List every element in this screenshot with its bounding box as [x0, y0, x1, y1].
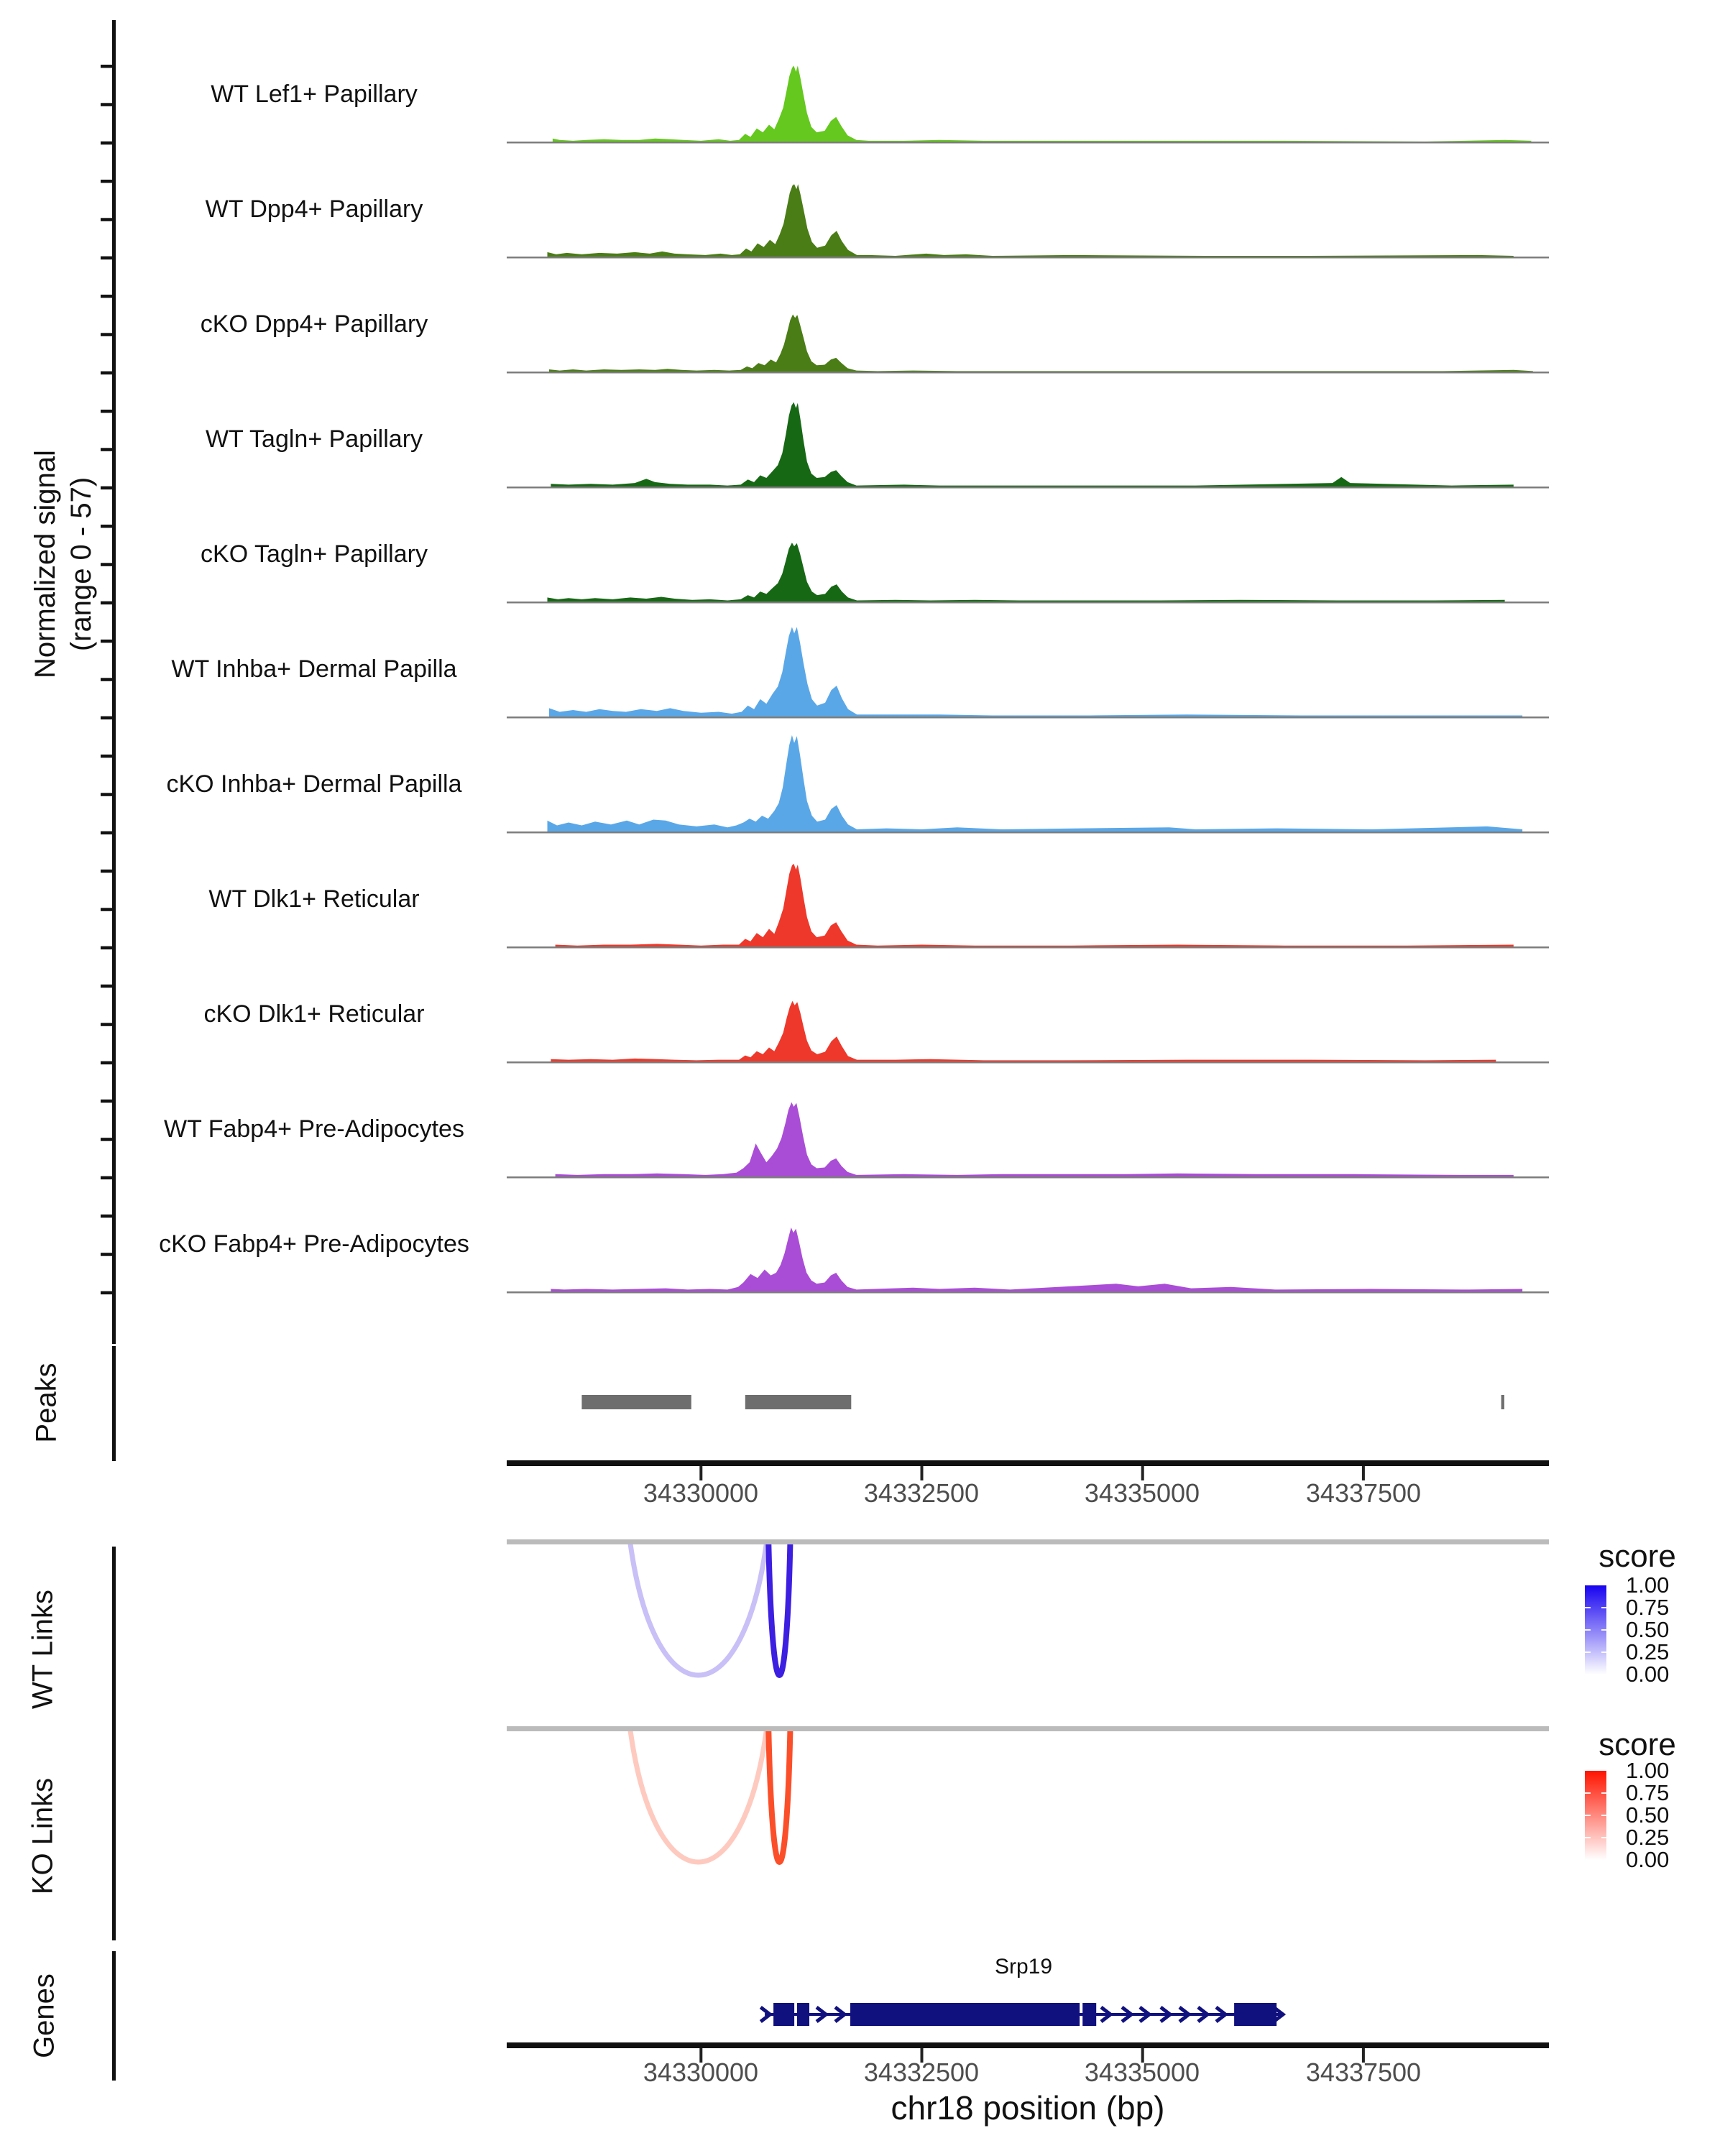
ko-score-0.75: 0.75 [1626, 1780, 1670, 1805]
track-label-11: cKO Fabp4+ Pre-Adipocytes [159, 1230, 469, 1258]
coverage-axis-tick [101, 410, 114, 413]
track-baseline-10 [507, 1176, 1549, 1179]
gene-exon-2 [797, 2003, 809, 2026]
axis1-tick-34335000: 34335000 [1084, 1478, 1200, 1508]
track-baseline-1 [507, 142, 1549, 144]
wt-link-arc-1 [630, 1544, 766, 1675]
ko-score-legend-title: score [1598, 1727, 1676, 1762]
ko-links-section-label: KO Links [27, 1777, 59, 1895]
ko-score-0.25: 0.25 [1626, 1825, 1670, 1850]
coverage-area-7 [548, 735, 1523, 832]
coverage-axis-tick [101, 831, 114, 835]
coverage-axis-tick [101, 295, 114, 298]
track-baseline-3 [507, 372, 1549, 374]
track-label-9: cKO Dlk1+ Reticular [203, 1000, 425, 1028]
peak-bar-3 [1501, 1395, 1504, 1409]
track-label-1: WT Lef1+ Papillary [211, 80, 418, 108]
genes-section-label: Genes [28, 1973, 60, 2058]
ko-score-0.00: 0.00 [1626, 1847, 1670, 1872]
peaks-bracket [112, 1346, 116, 1461]
coverage-axis-tick [101, 372, 114, 375]
coverage-area-9 [551, 1001, 1496, 1062]
axis2-tick-34335000: 34335000 [1084, 2058, 1200, 2087]
wt-links-bracket [112, 1547, 116, 1754]
coverage-axis-tick [101, 142, 114, 145]
y-axis-label-line2: (range 0 - 57) [65, 476, 97, 652]
track-label-2: WT Dpp4+ Papillary [205, 195, 423, 223]
ko-colorbar-tick [1585, 1837, 1591, 1838]
track-baseline-2 [507, 257, 1549, 259]
track-label-3: cKO Dpp4+ Papillary [200, 310, 428, 338]
gene-exon-1 [773, 2003, 794, 2026]
coverage-axis-tick [101, 180, 114, 183]
wt-score-0.25: 0.25 [1626, 1639, 1670, 1664]
track-baseline-4 [507, 487, 1549, 489]
track-label-8: WT Dlk1+ Reticular [208, 885, 420, 913]
wt-link-arc-2 [768, 1544, 790, 1675]
track-baseline-7 [507, 831, 1549, 834]
ko-score-1.00: 1.00 [1626, 1758, 1670, 1783]
wt-colorbar-tick [1585, 1607, 1591, 1608]
track-label-7: cKO Inhba+ Dermal Papilla [166, 770, 462, 798]
ko-links-baseline [507, 1726, 1549, 1731]
wt-score-0.50: 0.50 [1626, 1617, 1670, 1642]
peak-bar-2 [745, 1395, 852, 1409]
coverage-axis-tick [101, 257, 114, 260]
wt-colorbar-tick [1601, 1607, 1606, 1608]
coverage-axis-tick [101, 946, 114, 950]
track-label-5: cKO Tagln+ Papillary [201, 540, 428, 568]
coverage-axis-tick [101, 602, 114, 605]
coverage-area-8 [556, 864, 1514, 947]
gene-exon-3 [850, 2003, 1080, 2026]
coverage-area-3 [549, 315, 1533, 373]
axis1-tick-34337500: 34337500 [1305, 1478, 1422, 1508]
wt-score-0.75: 0.75 [1626, 1595, 1670, 1620]
ko-colorbar-tick [1601, 1815, 1606, 1816]
track-baseline-9 [507, 1061, 1549, 1064]
coverage-axis-tick [101, 1100, 114, 1103]
coverage-axis-tick [101, 870, 114, 873]
axis2-tick-34330000: 34330000 [643, 2058, 759, 2087]
axis1-line [507, 1460, 1549, 1466]
ko-links-bracket [112, 1733, 116, 1940]
coverage-area-10 [556, 1102, 1514, 1177]
coverage-axis-tick [101, 1291, 114, 1295]
ko-colorbar-tick [1585, 1815, 1591, 1816]
axis1-tick-34332500: 34332500 [863, 1478, 980, 1508]
coverage-area-6 [549, 627, 1522, 718]
axis2-tick-34332500: 34332500 [863, 2058, 980, 2087]
coverage-axis-tick [101, 985, 114, 988]
track-baseline-5 [507, 602, 1549, 604]
ko-colorbar-tick [1601, 1792, 1606, 1794]
track-label-10: WT Fabp4+ Pre-Adipocytes [164, 1115, 464, 1143]
gene-exon-4 [1082, 2003, 1096, 2026]
track-baseline-8 [507, 946, 1549, 949]
wt-score-legend-title: score [1598, 1539, 1676, 1574]
track-baseline-6 [507, 717, 1549, 719]
coverage-axis-tick [101, 1176, 114, 1180]
axis1-tick-34330000: 34330000 [643, 1478, 759, 1508]
wt-links-section-label: WT Links [27, 1590, 59, 1709]
coverage-area-1 [553, 65, 1531, 142]
peaks-section-label: Peaks [30, 1363, 63, 1443]
axis2-line [507, 2042, 1549, 2048]
coverage-axis-tick [101, 1061, 114, 1065]
coverage-area-11 [551, 1227, 1522, 1292]
track-label-4: WT Tagln+ Papillary [205, 425, 423, 453]
ko-link-arc-1 [630, 1731, 766, 1862]
coverage-axis-tick [101, 755, 114, 758]
coverage-axis-tick [101, 640, 114, 643]
track-baseline-11 [507, 1291, 1549, 1294]
gene-name-label: Srp19 [994, 1955, 1053, 1978]
wt-colorbar-tick [1585, 1651, 1591, 1653]
coverage-area-4 [551, 402, 1513, 487]
ko-link-arc-2 [768, 1731, 790, 1862]
coverage-axis-tick [101, 65, 114, 68]
wt-links-baseline [507, 1539, 1549, 1544]
wt-colorbar-tick [1585, 1629, 1591, 1631]
y-axis-label-line1: Normalized signal [29, 450, 61, 678]
genes-bracket [112, 1951, 116, 2081]
axis2-tick-34337500: 34337500 [1305, 2058, 1422, 2087]
coverage-area-2 [548, 184, 1514, 257]
coverage-axis-tick [101, 487, 114, 490]
track-label-6: WT Inhba+ Dermal Papilla [171, 655, 457, 683]
wt-colorbar-tick [1601, 1629, 1606, 1631]
wt-colorbar-tick [1601, 1651, 1606, 1653]
coverage-axis-tick [101, 717, 114, 720]
peak-bar-1 [581, 1395, 691, 1409]
ko-colorbar-tick [1585, 1792, 1591, 1794]
x-axis-title: chr18 position (bp) [891, 2089, 1165, 2127]
ko-colorbar-tick [1601, 1837, 1606, 1838]
coverage-area-5 [548, 543, 1505, 602]
gene-exon-5 [1234, 2003, 1276, 2026]
wt-score-1.00: 1.00 [1626, 1572, 1670, 1598]
wt-score-0.00: 0.00 [1626, 1662, 1670, 1687]
ko-score-0.50: 0.50 [1626, 1802, 1670, 1828]
coverage-axis-tick [101, 525, 114, 528]
coverage-axis-tick [101, 1215, 114, 1218]
